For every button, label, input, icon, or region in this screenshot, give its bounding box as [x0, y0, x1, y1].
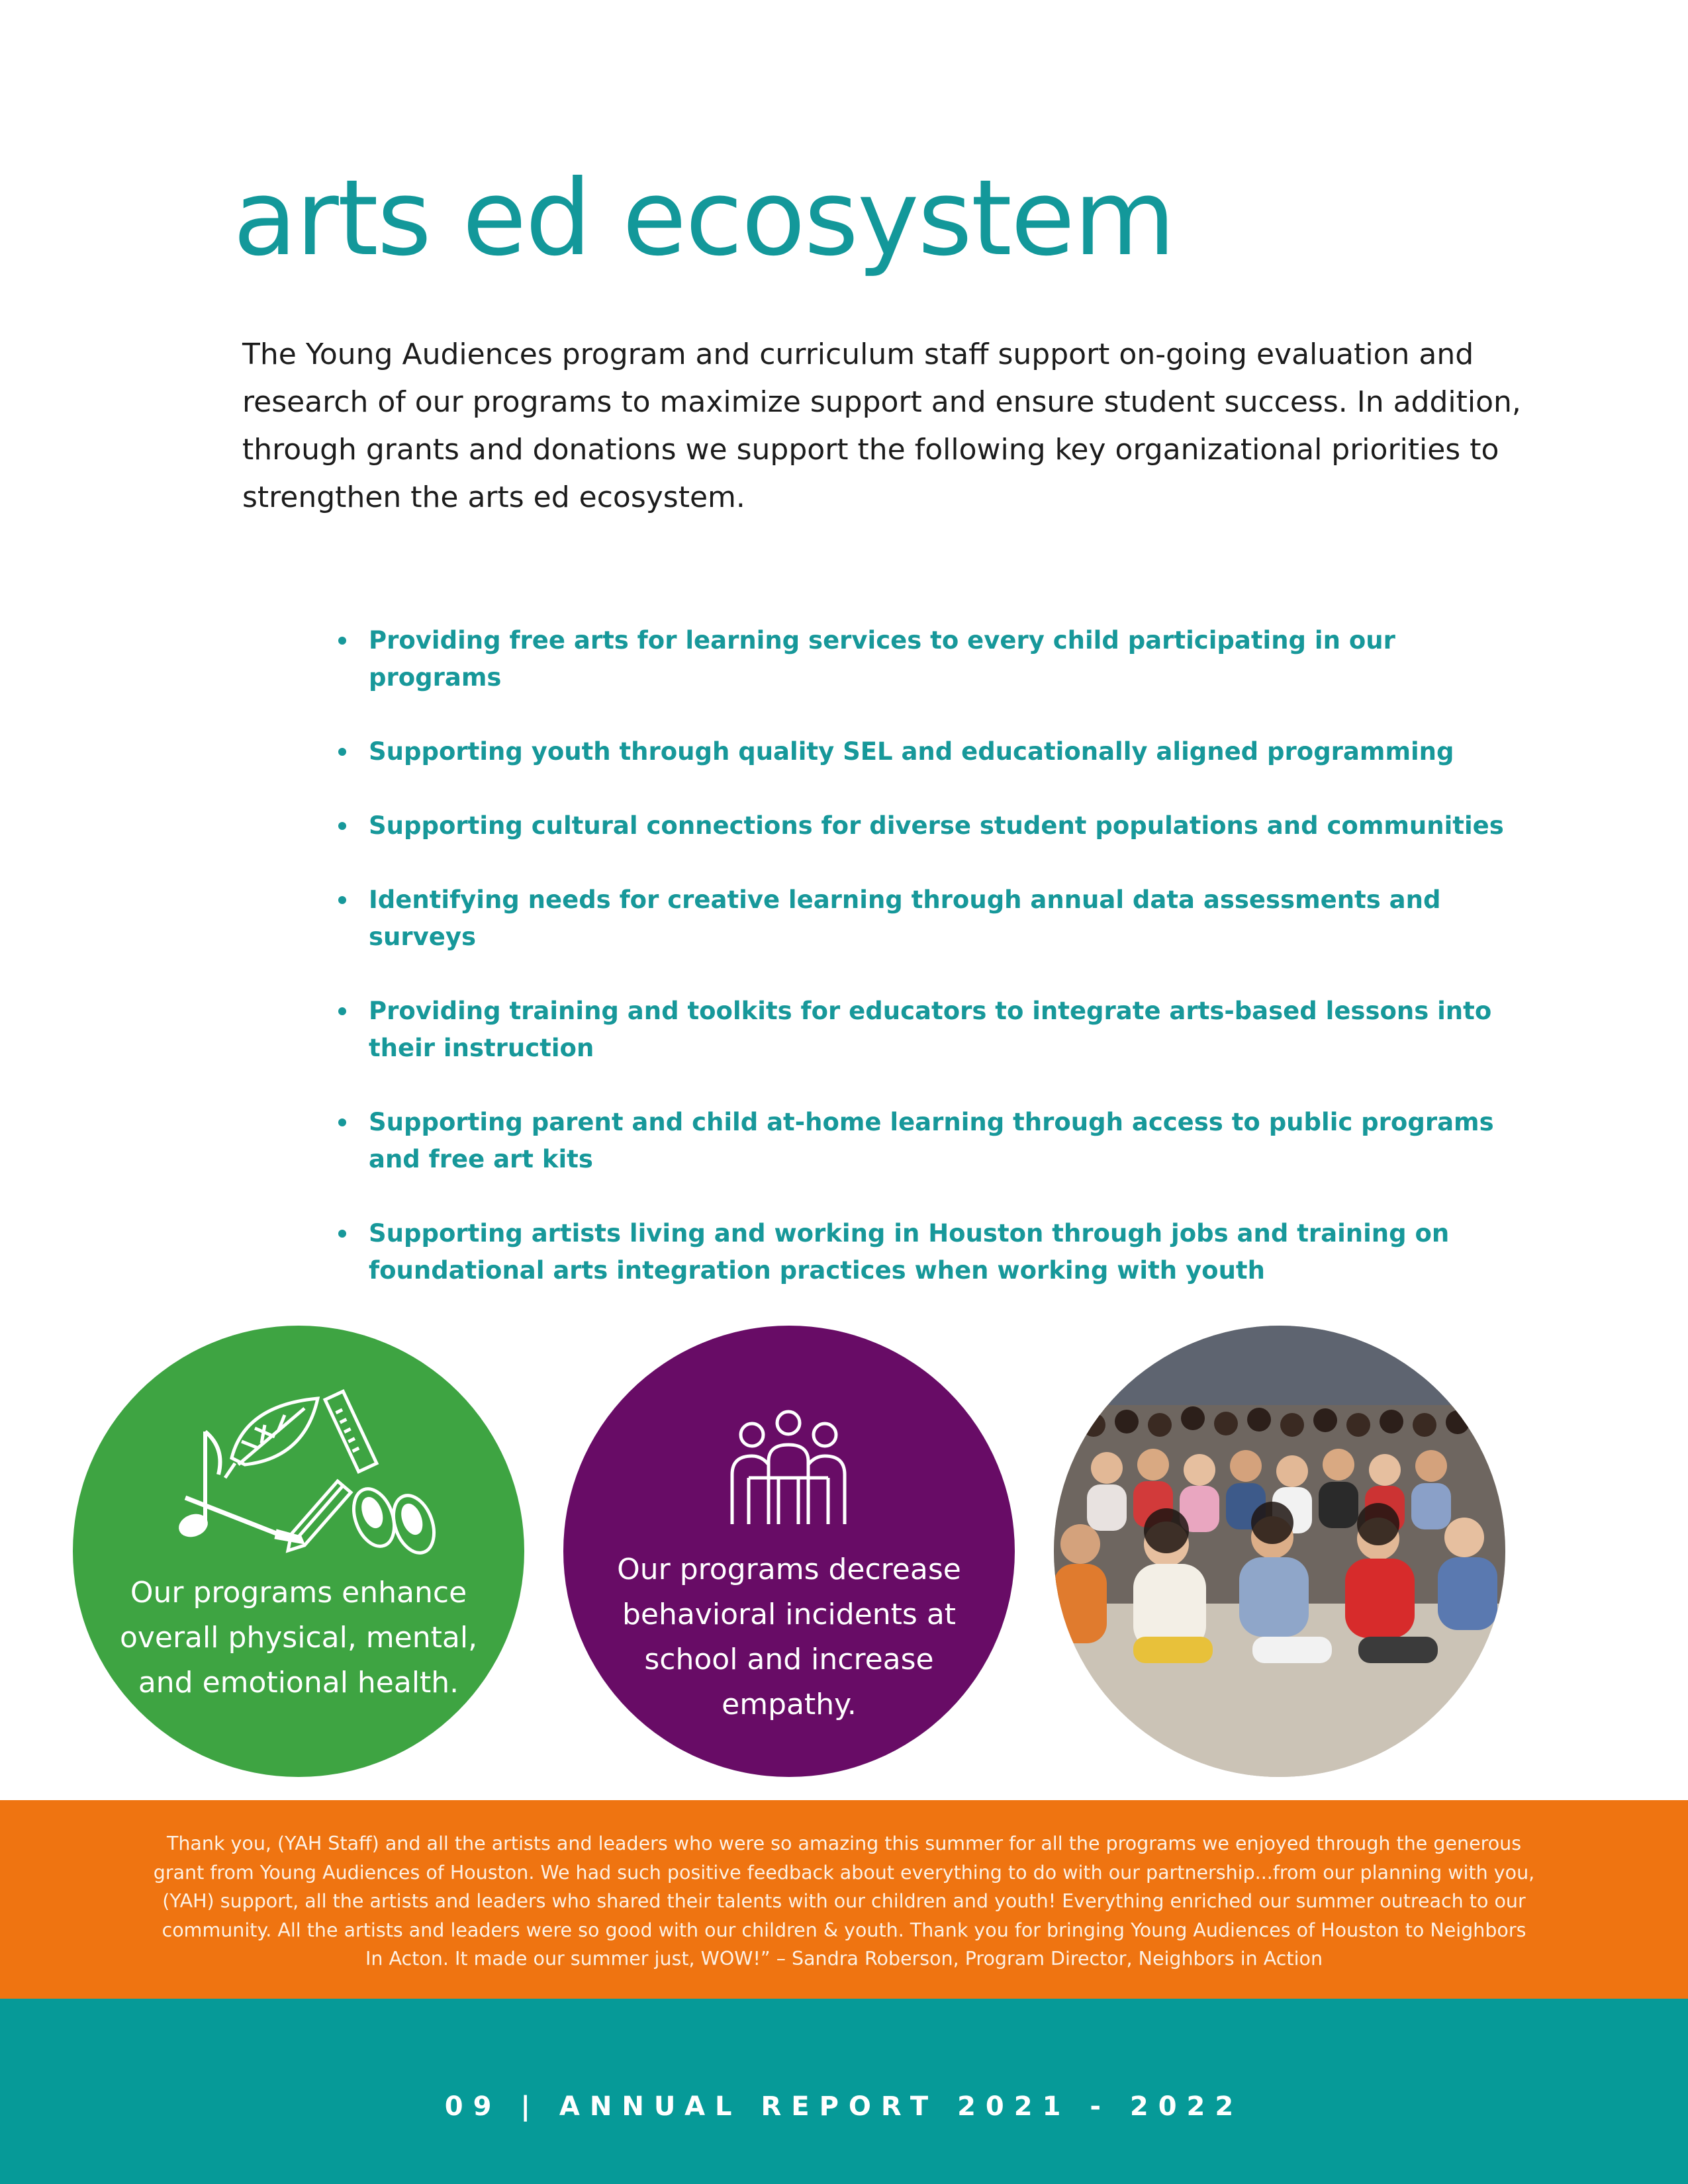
page-number-footer: 09 | ANNUAL REPORT 2021 - 2022 [444, 2091, 1244, 2122]
list-item-text: Supporting artists living and working in Houston through jobs and training on foundational arts integration practices when working with youth [369, 1219, 1450, 1285]
bullet-icon [338, 822, 346, 830]
list-item [336, 993, 1514, 1067]
list-item [336, 1215, 1514, 1289]
ruler-icon [325, 1391, 377, 1471]
bullet-icon [338, 748, 346, 756]
music-note-icon [176, 1432, 220, 1541]
list-item [336, 622, 1514, 696]
intro-paragraph: The Young Audiences program and curriculum staff support on-going evaluation and research of our programs to maximize support and ensure student success. In addition, through grants and donations we support the following key organizational priorities to strengthen the arts ed ecosystem. [242, 338, 1521, 514]
list-item-text: Providing training and toolkits for educators to integrate arts-based lessons into their instruction [369, 997, 1492, 1062]
arts-icons-group [146, 1385, 450, 1557]
list-item [336, 807, 1514, 844]
list-item-text: Supporting parent and child at-home learning through access to public programs and free art kits [369, 1108, 1494, 1173]
bullet-icon [338, 1230, 346, 1238]
health-circle [73, 1326, 524, 1777]
health-statement: Our programs enhance overall physical, mental, and emotional health. [119, 1576, 478, 1700]
footer [0, 1999, 1688, 2184]
behavior-circle [563, 1326, 1015, 1777]
list-item-text: Supporting cultural connections for diverse student populations and communities [369, 811, 1504, 840]
ballet-shoes-icon [346, 1483, 441, 1557]
bullet-icon [338, 637, 346, 645]
list-item [336, 1104, 1514, 1178]
testimonial-band [0, 1800, 1688, 1999]
list-item-text: Providing free arts for learning services to every child participating in our programs [369, 626, 1395, 692]
bullet-icon [338, 1007, 346, 1015]
list-item [336, 733, 1514, 770]
list-item-text: Identifying needs for creative learning through annual data assessments and surveys [369, 886, 1441, 951]
students-photo [1054, 1326, 1505, 1777]
bullet-icon [338, 1118, 346, 1126]
list-item [336, 882, 1514, 956]
testimonial-quote: Thank you, (YAH Staff) and all the artists and leaders who were so amazing this summer for all the programs we enjoyed through the generous grant from Young Audiences of Houston. We had such positive feedback about everything to do with our partnership...from our planning with you, (YAH) support, all the artists and leaders who shared their talents with our children and youth! Everything enriched our summer outreach to our community. All the artists and leaders were so good with our children & youth. Thank you for bringing Young Audiences of Houston to Neighbors In Acton. It made our summer just, WOW!” – Sandra Roberson, Program Director, Neighbors in Action [153, 1833, 1535, 1970]
priorities-list [336, 622, 1514, 1326]
list-item-text: Supporting youth through quality SEL and educationally aligned programming [369, 737, 1454, 766]
page-title: arts ed ecosystem [233, 158, 1174, 279]
people-group-icon [722, 1408, 855, 1527]
leaf-icon [225, 1398, 318, 1478]
crowd-photo-illustration [1054, 1326, 1505, 1777]
behavior-statement: Our programs decrease behavioral incidents at school and increase empathy. [617, 1553, 961, 1721]
bullet-icon [338, 896, 346, 904]
